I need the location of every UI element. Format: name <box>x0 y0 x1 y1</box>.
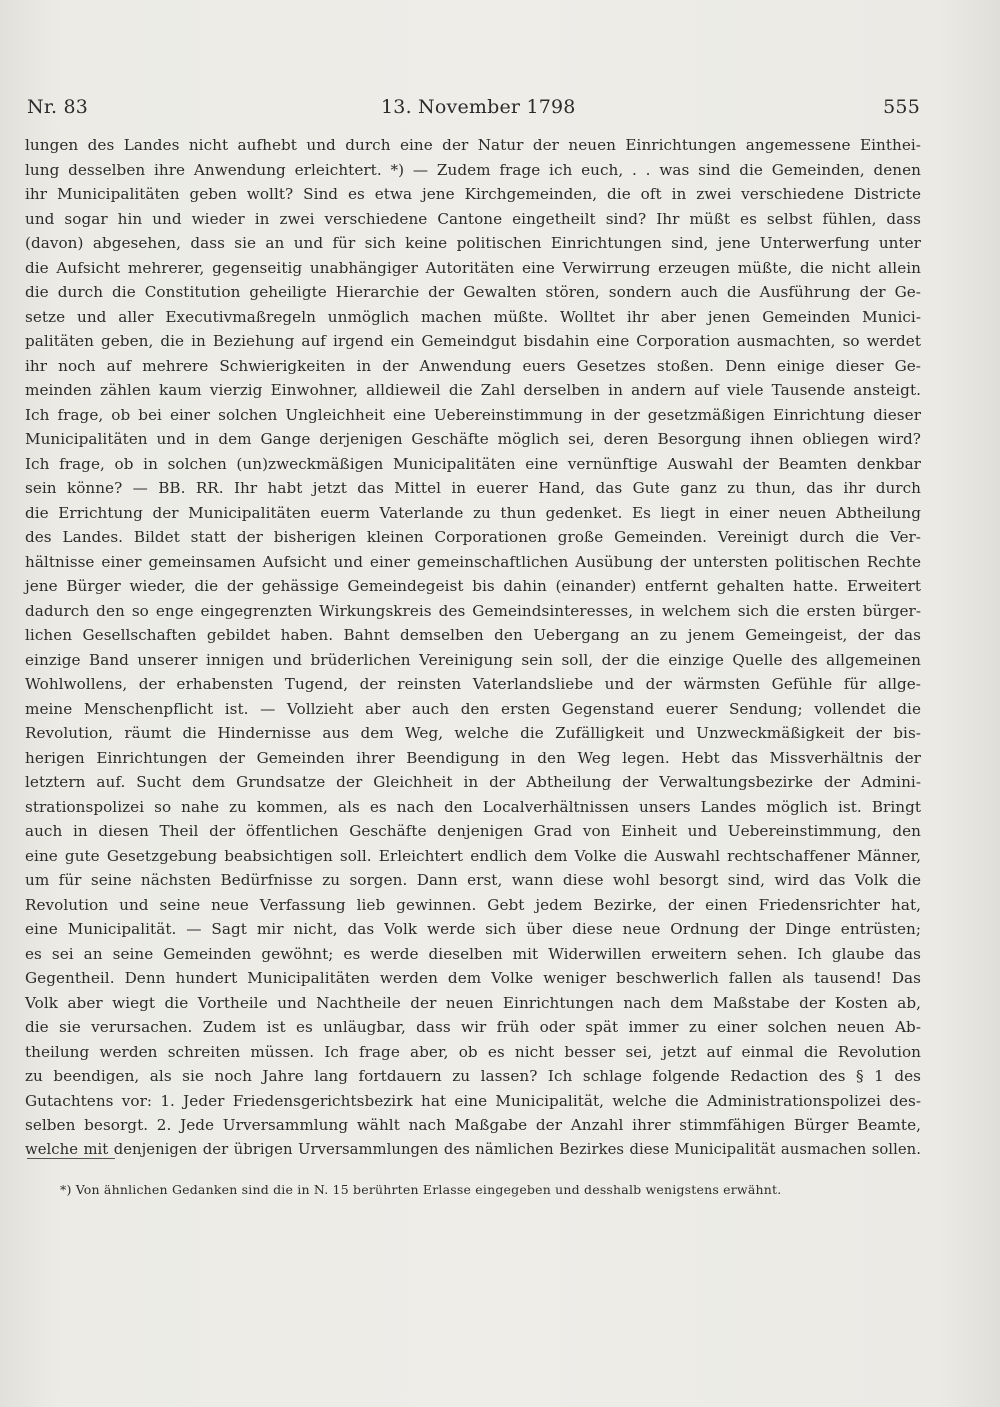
text-line: theilung werden schreiten müssen. Ich frage aber, ob es nicht besser sei, jetzt auf einmal die Revolution <box>25 1042 921 1061</box>
text-line: ihr noch auf mehrere Schwierigkeiten in der Anwendung euers Gesetzes stoßen. Denn einige dieser Ge- <box>25 356 921 375</box>
text-line: Volk aber wiegt die Vortheile und Nachtheile der neuen Einrichtungen nach dem Maßstabe der Kosten ab, <box>25 993 921 1012</box>
text-line: setze und aller Executivmaßregeln unmöglich machen müßte. Wolltet ihr aber jenen Gemeinden Munici- <box>25 307 921 326</box>
footnote: *) Von ähnlichen Gedanken sind die in N. 15 berührten Erlasse eingegeben und desshalb wenigstens erwähnt. <box>60 1182 782 1197</box>
text-line: Municipalitäten und in dem Gange derjenigen Geschäfte möglich sei, deren Besorgung ihnen obliegen wird? <box>25 430 921 448</box>
text-line: hältnisse einer gemeinsamen Aufsicht und einer gemeinschaftlichen Ausübung der untersten politischen Rechte <box>25 552 921 571</box>
text-line: die Aufsicht mehrerer, gegenseitig unabhängiger Autoritäten eine Verwirrung erzeugen müßte, die nicht allein <box>25 258 921 277</box>
text-line: herigen Einrichtungen der Gemeinden ihrer Beendigung in den Weg legen. Hebt das Missverhältnis der <box>25 748 921 767</box>
text-line: meinden zählen kaum vierzig Einwohner, alldieweil die Zahl derselben in andern auf viele Tausende ansteigt. <box>25 381 921 399</box>
text-line: Wohlwollens, der erhabensten Tugend, der reinsten Vaterlandsliebe und der wärmsten Gefühle für allge- <box>25 675 921 693</box>
text-line: Gegentheil. Denn hundert Municipalitäten werden dem Volke weniger beschwerlich fallen als tausend! Das <box>25 969 921 987</box>
text-line: eine Municipalität. — Sagt mir nicht, das Volk werde sich über diese neue Ordnung der Dinge entrüsten; <box>25 920 921 938</box>
text-line: zu beendigen, als sie noch Jahre lang fortdauern zu lassen? Ich schlage folgende Redaction des § 1 des <box>25 1067 921 1085</box>
text-line: die sie verursachen. Zudem ist es unläugbar, dass wir früh oder spät immer zu einer solchen neuen Ab- <box>25 1018 921 1036</box>
text-line: Ich frage, ob bei einer solchen Ungleichheit eine Uebereinstimmung in der gesetzmäßigen Einrichtung dieser <box>25 405 921 424</box>
text-line: meine Menschenpflicht ist. — Vollzieht aber auch den ersten Gegenstand euerer Sendung; vollendet die <box>25 699 921 718</box>
text-line: die Errichtung der Municipalitäten euerm Vaterlande zu thun gedenket. Es liegt in einer neuen Abtheilung <box>25 503 921 522</box>
text-line: die durch die Constitution geheiligte Hierarchie der Gewalten stören, sondern auch die Ausführung der Ge- <box>25 283 921 301</box>
text-line: palitäten geben, die in Beziehung auf irgend ein Gemeindgut bisdahin eine Corporation ausmachten, so werdet <box>25 332 921 350</box>
text-line: Revolution, räumt die Hindernisse aus dem Weg, welche die Zufälligkeit und Unzweckmäßigkeit der bis- <box>25 724 921 742</box>
text-line: welche mit denjenigen der übrigen Urversammlungen des nämlichen Bezirkes diese Municipalität ausmachen sollen. <box>25 1140 921 1158</box>
text-line: ihr Municipalitäten geben wollt? Sind es etwa jene Kirchgemeinden, die oft in zwei verschiedene Districte <box>25 185 921 203</box>
text-line: es sei an seine Gemeinden gewöhnt; es werde dieselben mit Widerwillen erweitern sehen. Ich glaube das <box>25 944 921 963</box>
text-line: selben besorgt. 2. Jede Urversammlung wählt nach Maßgabe der Anzahl ihrer stimmfähigen Bürger Beamte, <box>25 1116 921 1134</box>
text-line: Revolution und seine neue Verfassung lieb gewinnen. Gebt jedem Bezirke, der einen Friedensrichter hat, <box>25 895 921 914</box>
page-header <box>27 96 920 120</box>
text-line: des Landes. Bildet statt der bisherigen kleinen Corporationen große Gemeinden. Vereinigt durch die Ver- <box>25 528 921 546</box>
text-line: strationspolizei so nahe zu kommen, als es nach den Localverhältnissen unsers Landes möglich ist. Bringt <box>25 797 921 816</box>
text-line: dadurch den so enge eingegrenzten Wirkungskreis des Gemeindsinteresses, in welchem sich die ersten bürger- <box>25 601 921 620</box>
text-line: um für seine nächsten Bedürfnisse zu sorgen. Dann erst, wann diese wohl besorgt sind, wird das Volk die <box>25 871 921 889</box>
text-line: lung desselben ihre Anwendung erleichtert. *) — Zudem frage ich euch, . . was sind die Gemeinden, denen <box>25 160 921 179</box>
document-date: 13. November 1798 <box>381 96 576 118</box>
text-line: und sogar hin und wieder in zwei verschiedene Cantone eingetheilt sind? Ihr müßt es selbst fühlen, dass <box>25 209 921 228</box>
text-line: Ich frage, ob in solchen (un)zweckmäßigen Municipalitäten eine vernünftige Auswahl der Beamten denkbar <box>25 454 921 473</box>
text-line: lungen des Landes nicht aufhebt und durch eine der Natur der neuen Einrichtungen angemessene Einthei- <box>25 136 921 154</box>
text-line: eine gute Gesetzgebung beabsichtigen soll. Erleichtert endlich dem Volke die Auswahl rechtschaffener Männer, <box>25 846 921 865</box>
text-line: lichen Gesellschaften gebildet haben. Bahnt demselben den Uebergang an zu jenem Gemeingeist, der das <box>25 626 921 644</box>
text-line: auch in diesen Theil der öffentlichen Geschäfte denjenigen Grad von Einheit und Uebereinstimmung, den <box>25 822 921 840</box>
body-text <box>25 133 921 1162</box>
text-line: jene Bürger wieder, die der gehässige Gemeindegeist bis dahin (einander) entfernt gehalten hatte. Erweitert <box>25 577 921 595</box>
page-number: 555 <box>883 96 920 118</box>
text-line: letztern auf. Sucht dem Grundsatze der Gleichheit in der Abtheilung der Verwaltungsbezirke der Admini- <box>25 773 921 791</box>
text-line: Gutachtens vor: 1. Jeder Friedensgerichtsbezirk hat eine Municipalität, welche die Administrationspolizei des- <box>25 1091 921 1110</box>
document-number: Nr. 83 <box>27 96 89 118</box>
text-line: (davon) abgesehen, dass sie an und für sich keine politischen Einrichtungen sind, jene Unterwerfung unter <box>25 234 921 252</box>
text-line: sein könne? — BB. RR. Ihr habt jetzt das Mittel in euerer Hand, das Gute ganz zu thun, das ihr durch <box>25 479 921 497</box>
text-line: einzige Band unserer innigen und brüderlichen Vereinigung sein soll, der die einzige Quelle des allgemeinen <box>25 650 921 669</box>
footnote-divider <box>27 1158 115 1159</box>
